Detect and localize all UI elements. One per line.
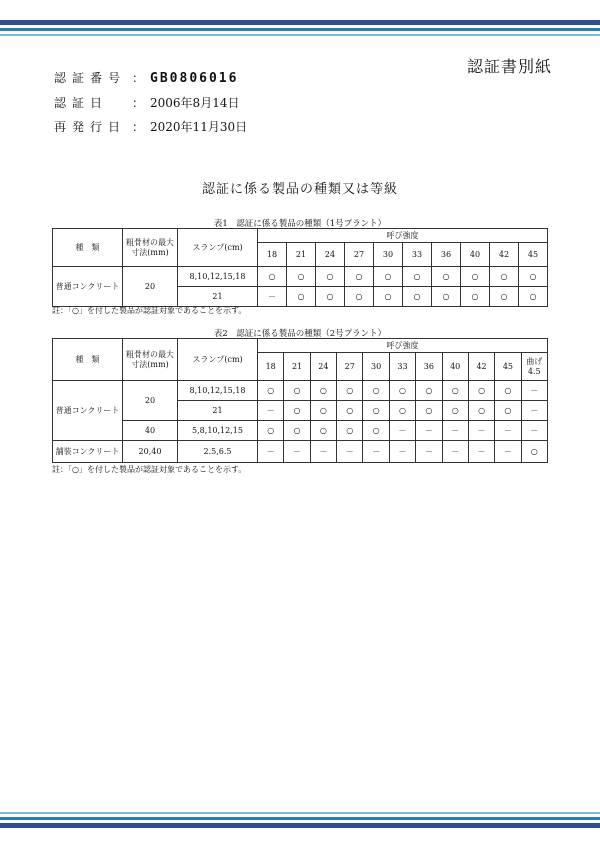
- mark-cell: ○: [495, 401, 521, 421]
- mark-cell: ○: [468, 401, 494, 421]
- top-border-stripe: [0, 28, 600, 31]
- mark-cell: ○: [258, 381, 284, 401]
- mark-cell: ○: [310, 381, 336, 401]
- header-strength: 呼び強度: [258, 229, 548, 243]
- mark-cell: ○: [258, 421, 284, 441]
- kind-cell: 普通コンクリート: [53, 267, 123, 307]
- aggregate-cell: 20: [123, 267, 178, 307]
- table2-note: 註：「○」を付した製品が認証対象であることを示す。: [52, 465, 247, 474]
- mark-cell: －: [416, 421, 442, 441]
- mark-cell: ○: [284, 421, 310, 441]
- mark-cell: ○: [461, 287, 490, 307]
- mark-cell: ○: [416, 381, 442, 401]
- mark-cell: ○: [374, 287, 403, 307]
- strength-header: 40: [442, 353, 468, 381]
- mark-cell: －: [416, 441, 442, 463]
- table1-note: 註：「○」を付した製品が認証対象であることを示す。: [52, 306, 247, 315]
- mark-cell: －: [468, 441, 494, 463]
- header-slump: スランプ(cm): [178, 339, 258, 381]
- mark-cell: －: [521, 421, 547, 441]
- mark-cell: ○: [389, 401, 415, 421]
- aggregate-cell: 40: [123, 421, 178, 441]
- slump-cell: 5,8,10,12,15: [178, 421, 258, 441]
- mark-cell: ○: [490, 267, 519, 287]
- mark-cell: －: [389, 421, 415, 441]
- mark-cell: －: [521, 401, 547, 421]
- mark-cell: －: [442, 421, 468, 441]
- product-table-plant2: [52, 338, 548, 463]
- mark-cell: －: [468, 421, 494, 441]
- strength-header: 18: [258, 243, 287, 267]
- strength-header: 24: [310, 353, 336, 381]
- table2-caption: 表2 認証に係る製品の種類（2号プラント）: [213, 329, 387, 339]
- top-border-stripe: [0, 34, 600, 36]
- product-table-plant1: [52, 228, 548, 307]
- slump-cell: 21: [178, 401, 258, 421]
- mark-cell: －: [389, 441, 415, 463]
- mark-cell: －: [521, 381, 547, 401]
- mark-cell: －: [258, 401, 284, 421]
- strength-header: 27: [345, 243, 374, 267]
- strength-header: 42: [490, 243, 519, 267]
- mark-cell: ○: [363, 401, 389, 421]
- mark-cell: ○: [416, 401, 442, 421]
- slump-cell: 8,10,12,15,18: [178, 267, 258, 287]
- strength-header: 30: [374, 243, 403, 267]
- aggregate-cell: 20: [123, 381, 178, 421]
- mark-cell: －: [337, 441, 363, 463]
- mark-cell: ○: [337, 381, 363, 401]
- bottom-border-stripe: [0, 823, 600, 828]
- strength-header: 30: [363, 353, 389, 381]
- bottom-border-stripe: [0, 812, 600, 814]
- mark-cell: ○: [345, 287, 374, 307]
- mark-cell: －: [495, 441, 521, 463]
- mark-cell: ○: [495, 381, 521, 401]
- mark-cell: ○: [284, 401, 310, 421]
- mark-cell: ○: [337, 421, 363, 441]
- mark-cell: ○: [519, 267, 548, 287]
- mark-cell: ○: [432, 287, 461, 307]
- mark-cell: ○: [519, 287, 548, 307]
- strength-header: 45: [495, 353, 521, 381]
- mark-cell: ○: [363, 421, 389, 441]
- mark-cell: ○: [345, 267, 374, 287]
- mark-cell: －: [310, 441, 336, 463]
- mark-cell: －: [258, 287, 287, 307]
- mark-cell: ○: [461, 267, 490, 287]
- mark-cell: ○: [374, 267, 403, 287]
- mark-cell: ○: [316, 267, 345, 287]
- kind-cell: 普通コンクリート: [53, 381, 123, 441]
- mark-cell: ○: [310, 421, 336, 441]
- strength-header: 36: [416, 353, 442, 381]
- strength-header: 40: [461, 243, 490, 267]
- strength-header: 36: [432, 243, 461, 267]
- kind-cell: 舗装コンクリート: [53, 441, 123, 463]
- mark-cell: －: [258, 441, 284, 463]
- strength-header: 曲げ4.5: [521, 353, 547, 381]
- mark-cell: ○: [316, 287, 345, 307]
- mark-cell: ○: [490, 287, 519, 307]
- mark-cell: －: [363, 441, 389, 463]
- header-aggregate: 粗骨材の最大寸法(mm): [123, 339, 178, 381]
- header-slump: スランプ(cm): [178, 229, 258, 267]
- strength-header: 27: [337, 353, 363, 381]
- aggregate-cell: 20,40: [123, 441, 178, 463]
- mark-cell: ○: [310, 401, 336, 421]
- slump-cell: 2.5,6.5: [178, 441, 258, 463]
- top-border-stripe: [0, 20, 600, 25]
- strength-header: 24: [316, 243, 345, 267]
- mark-cell: ○: [337, 401, 363, 421]
- header-aggregate: 粗骨材の最大寸法(mm): [123, 229, 178, 267]
- strength-header: 42: [468, 353, 494, 381]
- cert-number-label: 認証番号: [54, 71, 127, 85]
- mark-cell: －: [284, 441, 310, 463]
- mark-cell: －: [495, 421, 521, 441]
- slump-cell: 8,10,12,15,18: [178, 381, 258, 401]
- mark-cell: ○: [363, 381, 389, 401]
- strength-header: 18: [258, 353, 284, 381]
- bottom-border-stripe: [0, 817, 600, 820]
- mark-cell: －: [442, 441, 468, 463]
- header-kind: 種 類: [53, 229, 123, 267]
- cert-date-value: 2006年8月14日: [150, 96, 240, 110]
- cert-date-row: 認証日 ： 2006年8月14日: [54, 96, 240, 110]
- mark-cell: ○: [258, 267, 287, 287]
- cert-number-value: GB0806016: [150, 71, 239, 86]
- mark-cell: ○: [403, 267, 432, 287]
- mark-cell: ○: [287, 287, 316, 307]
- mark-cell: ○: [442, 381, 468, 401]
- mark-cell: ○: [468, 381, 494, 401]
- strength-header: 33: [389, 353, 415, 381]
- strength-header: 45: [519, 243, 548, 267]
- document-title: 認証に係る製品の種類又は等級: [201, 182, 398, 197]
- mark-cell: ○: [521, 441, 547, 463]
- mark-cell: ○: [432, 267, 461, 287]
- mark-cell: ○: [389, 381, 415, 401]
- cert-number-row: 認証番号 ： GB0806016: [54, 71, 239, 86]
- mark-cell: ○: [442, 401, 468, 421]
- reissue-date-row: 再発行日 ： 2020年11月30日: [54, 120, 248, 134]
- strength-header: 21: [287, 243, 316, 267]
- mark-cell: ○: [287, 267, 316, 287]
- document-heading: 認証書別紙: [466, 57, 552, 76]
- mark-cell: ○: [284, 381, 310, 401]
- reissue-date-value: 2020年11月30日: [150, 120, 248, 134]
- strength-header: 33: [403, 243, 432, 267]
- mark-cell: ○: [403, 287, 432, 307]
- reissue-date-label: 再発行日: [54, 120, 127, 134]
- header-kind: 種 類: [53, 339, 123, 381]
- cert-date-label: 認証日: [54, 96, 109, 110]
- header-strength: 呼び強度: [258, 339, 548, 353]
- table1-caption: 表1 認証に係る製品の種類（1号プラント）: [213, 219, 387, 229]
- strength-header: 21: [284, 353, 310, 381]
- slump-cell: 21: [178, 287, 258, 307]
